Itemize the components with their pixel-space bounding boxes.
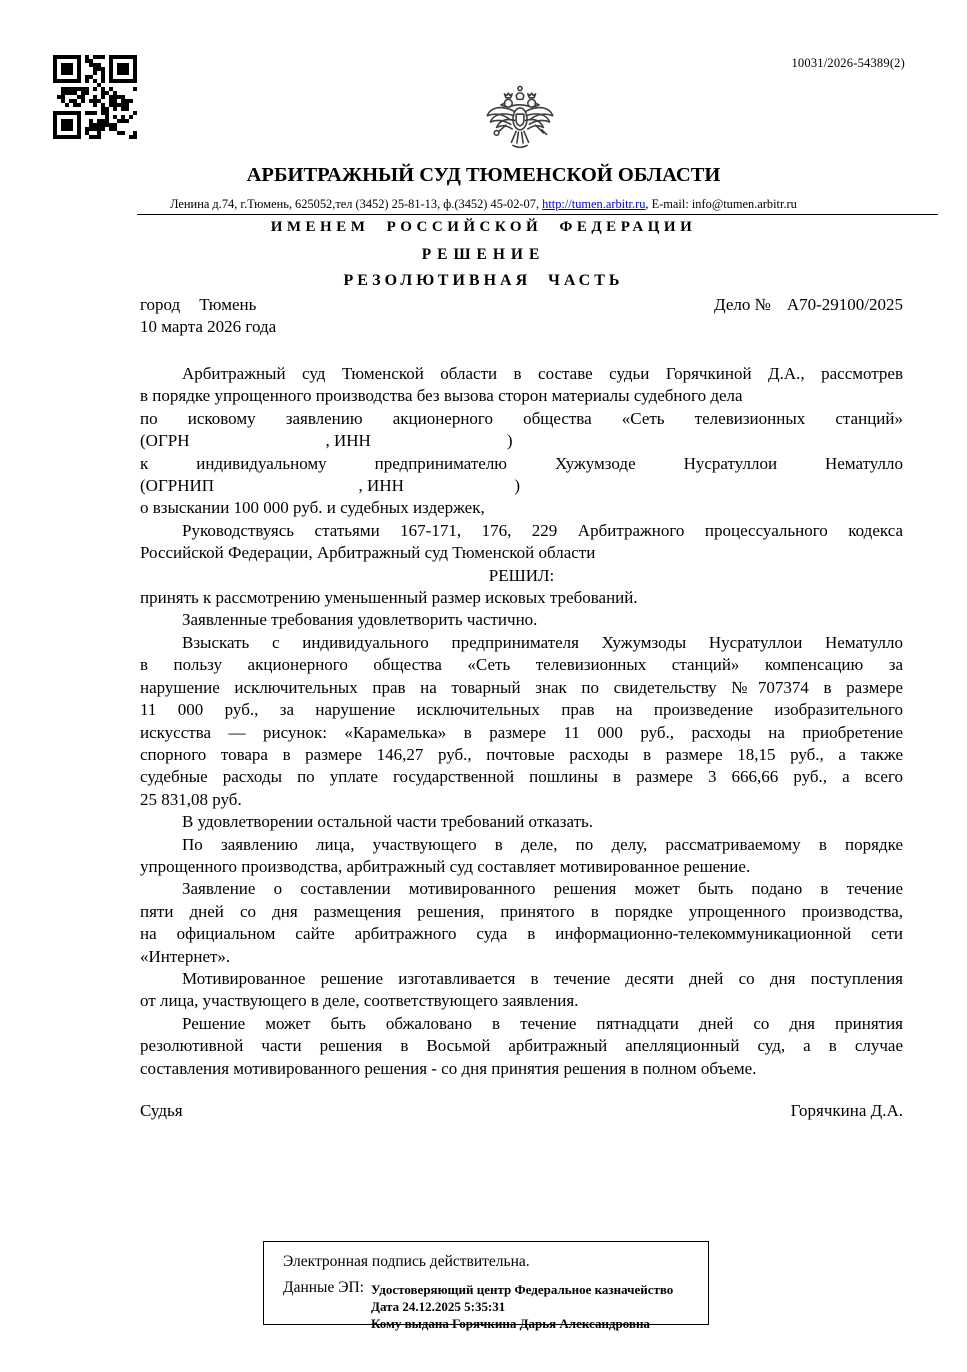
court-email: info@tumen.arbitr.ru — [691, 197, 797, 211]
body-line: о взыскании 100 000 руб. и судебных издержек, — [140, 498, 485, 518]
in-the-name-heading: ИМЕНЕМ РОССИЙСКОЙ ФЕДЕРАЦИИ — [270, 219, 697, 235]
body-line: упрощенного производства, арбитражный суд составляет мотивированное решение. — [140, 856, 751, 876]
body-line: в пользу акционерного общества «Сеть телевизионных станций» компенсацию за — [140, 655, 903, 675]
decision-heading: РЕШЕНИЕ — [421, 246, 546, 263]
address-email-label: , E-mail: — [645, 197, 692, 211]
signature-detail-line: Дата 24.12.2025 5:35:31 — [371, 1298, 506, 1314]
body-line: Взыскать с индивидуального предпринимателя Хужумзоды Нусратуллои Нематулло — [182, 632, 903, 652]
city-case-row — [140, 295, 903, 315]
city-label: город — [140, 295, 181, 314]
case — [714, 295, 903, 315]
body-line: спорного товара в размере 146,27 руб., почтовые расходы в размере 18,15 руб., а также — [140, 744, 903, 764]
signature-row — [140, 1101, 903, 1121]
city — [140, 295, 256, 315]
qr-code — [53, 55, 137, 139]
signature-data-label: Данные ЭП: — [283, 1279, 364, 1296]
russia-coat-of-arms-icon — [481, 84, 559, 160]
court-name: АРБИТРАЖНЫЙ СУД ТЮМЕНСКОЙ ОБЛАСТИ — [246, 164, 721, 186]
body-line: к индивидуальному предпринимателю Хужумзоде Нусратуллои Нематулло — [140, 453, 903, 473]
body-line: принять к рассмотрению уменьшенный размер исковых требований. — [140, 588, 638, 608]
body-line: 25 831,08 руб. — [140, 789, 242, 809]
body-line: РЕШИЛ: — [488, 565, 555, 585]
body-line: «Интернет». — [140, 946, 231, 966]
signature-valid-text: Электронная подпись действительна. — [283, 1253, 530, 1270]
case-label: Дело № — [714, 295, 771, 314]
court-address — [0, 197, 967, 212]
body-line: (ОГРНИП , ИНН ) — [140, 476, 521, 496]
body-line: судебные расходы по уплате государственной пошлины в размере 3 666,66 руб., а всего — [140, 767, 903, 787]
body-line: По заявлению лица, участвующего в деле, по делу, рассматриваемому в порядке — [182, 834, 903, 854]
body-line: по исковому заявлению акционерного общества «Сеть телевизионных станций» — [140, 408, 903, 428]
document-number: 10031/2026-54389(2) — [791, 56, 905, 70]
judge-label: Судья — [140, 1101, 183, 1120]
signature-detail-line: Кому выдана Горячкина Дарья Александровна — [371, 1315, 650, 1331]
body-line: Мотивированное решение изготавливается в течение десяти дней со дня поступления — [182, 968, 903, 988]
body-line: пяти дней со дня размещения решения, принятого в порядке упрощенного производства, — [140, 901, 903, 921]
body-line: В удовлетворении остальной части требований отказать. — [182, 812, 594, 832]
body-line: 11 000 руб., за нарушение исключительных прав на произведение изобразительного — [140, 700, 903, 720]
electronic-signature-stamp — [263, 1241, 709, 1331]
operative-part-heading: РЕЗОЛЮТИВНАЯ ЧАСТЬ — [343, 272, 624, 289]
body-line: искусства — рисунок: «Карамелька» в размере 11 000 руб., расходы на приобретение — [140, 722, 903, 742]
body-line: резолютивной части решения в Восьмой арбитражный апелляционный суд, а в случае — [140, 1036, 903, 1056]
body-line: нарушение исключительных прав на товарный знак по свидетельству №707374 в размере — [140, 677, 903, 697]
body-line: составления мотивированного решения - со дня принятия решения в полном объеме. — [140, 1058, 757, 1078]
judge-name: Горячкина Д.А. — [790, 1101, 903, 1120]
decision-date: 10 марта 2026 года — [140, 317, 277, 336]
body-line: Российской Федерации, Арбитражный суд Тюменской области — [140, 543, 596, 563]
letterhead-divider — [137, 214, 938, 215]
address-text: Ленина д.74, г.Тюмень, 625052,тел (3452) 25-81-13, ф.(3452) 45-02-07, — [170, 197, 543, 211]
signature-details — [371, 1282, 673, 1332]
body-line: от лица, участвующего в деле, соответствующего заявления. — [140, 991, 579, 1011]
decision-body — [140, 363, 903, 1080]
body-line: Заявленные требования удовлетворить частично. — [182, 610, 538, 630]
body-line: Решение может быть обжаловано в течение пятнадцати дней со дня принятия — [182, 1013, 903, 1033]
signature-detail-line: Удостоверяющий центр Федеральное казначейство — [371, 1282, 674, 1297]
body-line: Заявление о составлении мотивированного решения может быть подано в течение — [182, 879, 903, 899]
body-line: Арбитражный суд Тюменской области в составе судьи Горячкиной Д.А., рассмотрев — [182, 364, 903, 383]
court-website-link[interactable]: http://tumen.arbitr.ru — [542, 197, 646, 211]
case-number: А70-29100/2025 — [786, 295, 903, 314]
body-line: в порядке упрощенного производства без вызова сторон материалы судебного дела — [140, 386, 743, 406]
body-line: Руководствуясь статьями 167-171, 176, 229 Арбитражного процессуального кодекса — [182, 520, 903, 540]
body-line: (ОГРН , ИНН ) — [140, 431, 513, 451]
body-line: на официальном сайте арбитражного суда в информационно-телекоммуникационной сети — [140, 924, 903, 944]
city-value: Тюмень — [199, 295, 257, 314]
